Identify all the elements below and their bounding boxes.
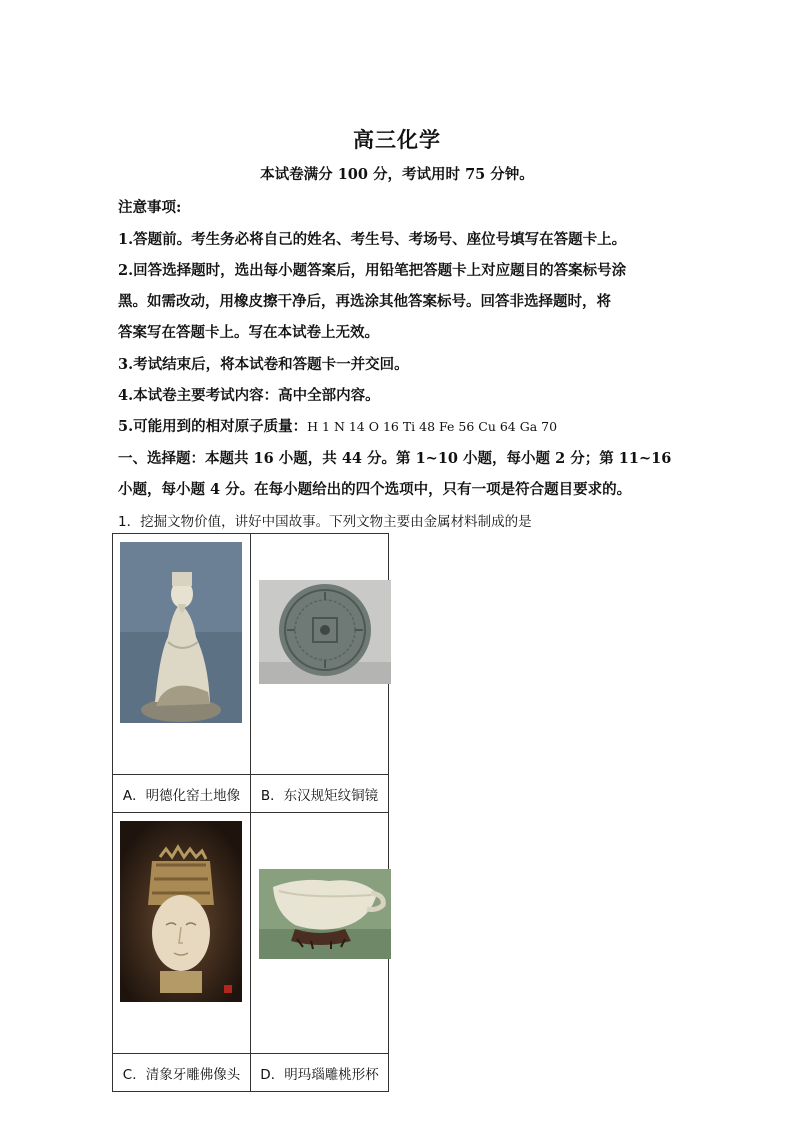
atomic-mass-label: 5.可能用到的相对原子质量： — [118, 418, 308, 435]
page-title: 高三化学 — [353, 127, 441, 152]
option-b[interactable]: B．东汉规矩纹铜镜 — [251, 775, 389, 813]
section-heading-cont: 小题，每小题 4 分。在每小题给出的四个选项中，只有一项是符合题目要求的。 — [118, 481, 632, 498]
clay-figure-image — [120, 542, 242, 723]
options-table — [112, 533, 389, 1092]
atomic-mass-values: H 1 N 14 O 16 Ti 48 Fe 56 Cu 64 Ga 70 — [307, 419, 558, 434]
notice-4: 4.本试卷主要考试内容：高中全部内容。 — [118, 387, 380, 404]
notice-2: 2.回答选择题时，选出每小题答案后，用铅笔把答题卡上对应题目的答案标号涂 — [118, 262, 627, 279]
agate-cup-image — [259, 869, 391, 959]
bronze-mirror-image — [259, 580, 391, 684]
option-d[interactable]: D．明玛瑙雕桃形杯 — [251, 1054, 389, 1092]
notice-heading: 注意事项: — [118, 199, 182, 216]
question-1-stem: 1．挖掘文物价值，讲好中国故事。下列文物主要由金属材料制成的是 — [118, 514, 532, 530]
option-c-image-cell — [113, 813, 251, 1054]
exam-info: 本试卷满分 100 分，考试用时 75 分钟。 — [260, 166, 534, 183]
option-a-image-cell — [113, 534, 251, 775]
notice-1: 1.答题前。考生务必将自己的姓名、考生号、考场号、座位号填写在答题卡上。 — [118, 231, 627, 248]
notice-2-end: 答案写在答题卡上。写在本试卷上无效。 — [118, 324, 379, 341]
option-b-image-cell — [251, 534, 389, 775]
notice-2-cont: 黑。如需改动，用橡皮擦干净后，再选涂其他答案标号。回答非选择题时，将 — [118, 293, 611, 310]
option-d-image-cell — [251, 813, 389, 1054]
notice-5 — [118, 415, 678, 436]
section-heading: 一、选择题：本题共 16 小题，共 44 分。第 1~10 小题，每小题 2 分；第 11~16 — [118, 450, 672, 467]
notice-3: 3.考试结束后，将本试卷和答题卡一并交回。 — [118, 356, 409, 373]
ivory-buddha-head-image — [120, 821, 242, 1002]
option-a[interactable]: A．明德化窑土地像 — [113, 775, 251, 813]
option-c[interactable]: C．清象牙雕佛像头 — [113, 1054, 251, 1092]
